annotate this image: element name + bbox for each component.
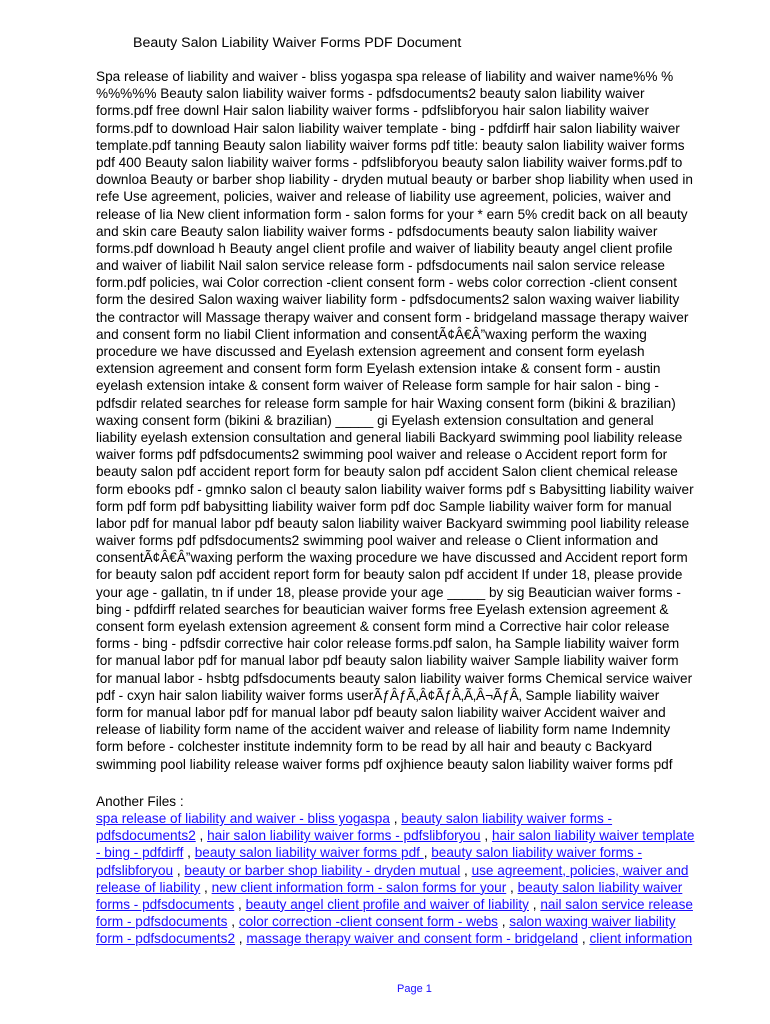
body-line: Spa release of liability and waiver - bliss yogaspa spa release of liability and waiver name%% % — [96, 69, 674, 84]
link-separator: , — [460, 862, 472, 878]
file-link[interactable]: release of liability — [96, 879, 201, 895]
file-link[interactable]: spa release of liability and waiver - bliss yogaspa — [96, 811, 390, 826]
another-files-list — [96, 810, 736, 948]
file-link[interactable]: color correction -client consent form - webs — [238, 914, 498, 930]
page-number: Page 1 — [397, 983, 432, 995]
file-link[interactable]: hair salon liability waiver forms - pdfslibforyou — [207, 828, 481, 844]
file-link[interactable]: forms - pdfsdocuments — [96, 896, 235, 912]
link-separator: , — [200, 879, 212, 895]
link-separator: , — [528, 896, 541, 912]
link-separator: , — [234, 896, 246, 912]
body-line: for beauty salon pdf accident report form for beauty salon pdf accident If under 18, please provide — [96, 567, 683, 583]
file-link[interactable]: client information — [589, 931, 693, 947]
file-link[interactable]: beauty or barber shop liability - dryden mutual — [184, 862, 461, 878]
file-link[interactable]: beauty salon liability waiver forms - — [401, 811, 613, 826]
body-line: release of lia New client information form - salon forms for your * earn 5% credit back on all beauty — [96, 206, 688, 222]
body-line: pdf - cxyn hair salon liability waiver forms userÃƒÂƒÃ‚Â¢ÃƒÂ‚Ã‚Â¬ÃƒÂ‚ Sample liability waiver — [96, 687, 660, 703]
body-line: extension agreement and consent form form Eyelash extension intake & consent form - austin — [96, 361, 661, 377]
body-line: your age - gallatin, tn if under 18, please provide your age _____ by sig Beautician waiver forms - — [96, 584, 681, 600]
body-line: form for manual labor pdf for manual labor pdf beauty salon liability waiver Accident waiver and — [96, 704, 666, 720]
body-line: the contractor will Massage therapy waiver and consent form - bridgeland massage therapy waiver — [96, 309, 689, 325]
link-separator: , — [173, 862, 185, 878]
link-separator: , — [480, 828, 492, 844]
link-separator: , — [183, 845, 195, 861]
body-line: and waiver of liabilit Nail salon service release form - pdfsdocuments nail salon service release — [96, 258, 665, 274]
file-link[interactable]: form - pdfsdocuments2 — [96, 931, 236, 947]
body-line: downloa Beauty or barber shop liability - dryden mutual beauty or barber shop liability when used in — [96, 172, 693, 188]
body-line: for manual labor pdf for manual labor pdf beauty salon liability waiver Sample liability waiver form — [96, 653, 679, 669]
body-line: release of liability form name of the accident waiver and release of liability form name Indemnity — [96, 722, 671, 738]
body-line: swimming pool liability release waiver forms pdf oxjhience beauty salon liability waiver forms pdf — [96, 756, 673, 772]
body-line: template.pdf tanning Beauty salon liability waiver forms pdf title: beauty salon liability waiver forms — [96, 137, 685, 153]
body-line: form ebooks pdf - gmnko salon cl beauty salon liability waiver forms pdf s Babysitting liability waiver — [96, 481, 694, 497]
body-line: %%%%% Beauty salon liability waiver forms - pdfsdocuments2 beauty salon liability waiver — [96, 86, 645, 102]
file-links-line — [96, 930, 736, 947]
file-links-line — [96, 844, 736, 861]
body-line: form pdf form pdf babysitting liability waiver form pdf doc Sample liability waiver form for manual — [96, 498, 672, 514]
link-separator: , — [578, 931, 590, 947]
file-links-line — [96, 810, 736, 827]
file-link[interactable]: hair salon liability waiver template — [491, 828, 695, 844]
body-line: form.pdf policies, wai Color correction -client consent form - webs color correction -client consent — [96, 275, 677, 291]
body-line: pdfsdir related searches for release form sample for hair Waxing consent form (bikini & brazilian) — [96, 395, 676, 411]
body-line: and consent form no liabil Client information and consentÃ¢Â€Â”waxing perform the waxing — [96, 326, 647, 342]
link-separator: , — [235, 931, 247, 947]
link-separator: , — [227, 914, 239, 930]
file-links-line — [96, 827, 736, 844]
link-separator: , — [506, 879, 518, 895]
link-separator: , — [423, 845, 432, 861]
file-link[interactable]: new client information form - salon forms for your — [211, 879, 507, 895]
file-links-line — [96, 896, 736, 913]
body-line: waiver forms pdf pdfsdocuments2 swimming pool waiver and release o Accident report form for — [96, 447, 668, 463]
body-line: forms - bing - pdfsdir corrective hair color release forms.pdf salon, ha Sample liability waiver form — [96, 636, 680, 652]
body-line: procedure we have discussed and Eyelash extension agreement and consent form eyelash — [96, 344, 645, 359]
body-line: form the desired Salon waxing waiver liability form - pdfsdocuments2 salon waxing waiver liability — [96, 292, 680, 308]
file-link[interactable]: beauty salon liability waiver forms - — [431, 845, 643, 861]
link-separator: , — [497, 914, 510, 930]
file-link[interactable]: nail salon service release — [540, 896, 693, 912]
body-line: eyelash extension intake & consent form waiver of Release form sample for hair salon - bing - — [96, 378, 659, 394]
link-separator: , — [195, 828, 208, 844]
body-line: form before - colchester institute indemnity form to be read by all hair and beauty c Backyard — [96, 739, 653, 755]
file-links-line — [96, 913, 736, 930]
body-line: bing - pdfdirff related searches for beautician waiver forms free Eyelash extension agreement & — [96, 601, 669, 617]
body-line: labor pdf for manual labor pdf beauty salon liability waiver Backyard swimming pool liability release — [96, 515, 690, 531]
file-link[interactable]: beauty salon liability waiver — [517, 879, 683, 895]
file-link[interactable]: pdfslibforyou — [96, 862, 174, 878]
body-line: waiver forms pdf pdfsdocuments2 swimming pool waiver and release o Client information and — [96, 533, 659, 549]
document-title: Beauty Salon Liability Waiver Forms PDF Document — [133, 35, 462, 51]
body-line: consent form eyelash extension agreement & consent form mind a Corrective hair color release — [96, 619, 670, 634]
body-line: forms.pdf to download Hair salon liability waiver template - bing - pdfdirff hair salon liability waiver — [96, 120, 680, 136]
body-line: and skin care Beauty salon liability waiver forms - pdfsdocuments beauty salon liability waiver — [96, 223, 658, 239]
body-line: pdf 400 Beauty salon liability waiver forms - pdfslibforyou beauty salon liability waiver forms.pdf to — [96, 154, 683, 170]
body-line: beauty salon pdf accident report form for beauty salon pdf accident Salon client chemical release — [96, 464, 678, 480]
file-link[interactable]: massage therapy waiver and consent form - bridgeland — [246, 931, 579, 947]
another-files-label: Another Files : — [96, 794, 184, 809]
file-link[interactable]: use agreement, policies, waiver and — [471, 862, 689, 878]
file-link[interactable]: - bing - pdfdirff — [96, 845, 184, 861]
document-body — [96, 68, 736, 773]
body-line: consentÃ¢Â€Â”waxing perform the waxing procedure we have discussed and Accident report form — [96, 550, 688, 566]
file-link[interactable]: pdfsdocuments2 — [96, 828, 196, 844]
body-line: waxing consent form (bikini & brazilian) _____ gi Eyelash extension consultation and general — [96, 412, 654, 428]
body-line: for manual labor - hsbtg pdfsdocuments beauty salon liability waiver forms Chemical service waiver — [96, 670, 693, 686]
body-line: liability eyelash extension consultation and general liabili Backyard swimming pool liability release — [96, 429, 683, 445]
body-line: refe Use agreement, policies, waiver and release of liability use agreement, policies, waiver and — [96, 189, 672, 205]
file-links-line — [96, 879, 736, 896]
file-link[interactable]: form - pdfsdocuments — [96, 914, 228, 930]
body-line: forms.pdf free downl Hair salon liability waiver forms - pdfslibforyou hair salon liability waiver — [96, 103, 650, 119]
file-link[interactable]: beauty angel client profile and waiver of liability — [245, 896, 529, 912]
file-link[interactable]: beauty salon liability waiver forms pdf — [194, 845, 424, 861]
body-line: forms.pdf download h Beauty angel client profile and waiver of liability beauty angel client profile — [96, 240, 673, 256]
file-link[interactable]: salon waxing waiver liability — [509, 914, 676, 930]
link-separator: , — [389, 811, 402, 826]
file-links-line — [96, 862, 736, 879]
